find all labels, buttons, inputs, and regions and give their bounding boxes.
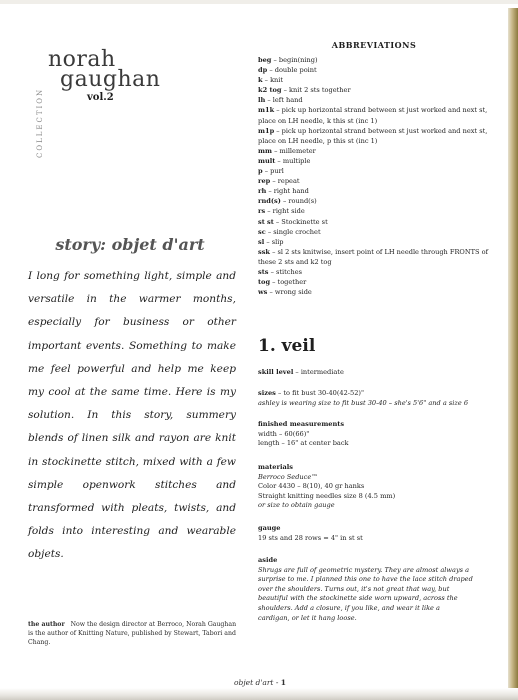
gauge-label: gauge	[258, 524, 281, 532]
pattern-title: 1. veil	[258, 336, 316, 356]
page-bottom-edge	[0, 688, 518, 700]
skill-level-label: skill level	[258, 368, 294, 376]
finished-label: finished measurements	[258, 420, 345, 428]
abbreviation-definition: – single crochet	[265, 227, 321, 236]
skill-level-value: – intermediate	[293, 368, 344, 376]
abbreviation-term: ws	[258, 288, 268, 297]
abbreviation-term: lh	[258, 96, 266, 105]
sizes-note: ashley is wearing size to fit bust 30-40 – she's 5'6" and a size 6	[258, 398, 469, 407]
abbreviation-definition: – left hand	[265, 96, 303, 105]
abbreviation-term: dp	[258, 66, 268, 75]
abbreviation-definition: – right side	[265, 207, 305, 216]
materials-note: or size to obtain gauge	[258, 501, 335, 510]
materials-needles: Straight knitting needles size 8 (4.5 mm)	[258, 491, 396, 500]
abbreviation-item	[258, 206, 490, 216]
abbreviation-item	[258, 105, 490, 125]
abbreviation-item	[258, 277, 490, 287]
abbreviation-term: rep	[258, 177, 271, 186]
page-number: 1	[280, 678, 286, 687]
abbreviation-term: m1k	[258, 106, 275, 115]
abbreviation-item	[258, 166, 490, 176]
materials-color: Color 4430 – 8(10), 40 gr hanks	[258, 482, 365, 491]
materials-block	[258, 463, 473, 511]
aside-block	[258, 556, 473, 623]
abbreviation-term: mult	[258, 156, 276, 165]
abbreviation-term: beg	[258, 56, 272, 64]
abbreviation-term: m1p	[258, 126, 275, 135]
abbreviation-definition: – purl	[262, 167, 284, 176]
abbreviation-definition: – wrong side	[267, 288, 312, 297]
abbreviation-definition: – multiple	[275, 156, 311, 165]
finished-length: length – 16" at center back	[258, 439, 349, 448]
abbreviation-definition: – round(s)	[280, 197, 317, 206]
story-body: I long for something light, simple and versatile in the warmer months, especially for business or other important events. Something to make me feel powerful and help me keep my cool at the same time. Here is my solution. In this story, summery blends of linen silk and rayon are knit in stockinette stitch, mixed with a few simple openwork stitches and transformed with pleats, twists, and folds into interesting and wearable objets.	[28, 270, 236, 561]
sizes-label: sizes	[258, 389, 276, 397]
abbreviation-term: rh	[258, 187, 267, 196]
abbreviation-definition: – pick up horizontal strand between st just worked and next st, place on LH needle, p this st (inc 1)	[258, 126, 488, 145]
gauge-block	[258, 524, 473, 543]
abbreviation-item	[258, 65, 490, 75]
abbreviation-definition: – knit	[262, 76, 284, 85]
abbreviation-definition: – knit 2 sts together	[281, 86, 351, 95]
abbreviation-term: rnd(s)	[258, 197, 281, 206]
gauge-value: 19 sts and 28 rows = 4" in st st	[258, 533, 363, 542]
abbreviation-definition: – millemeter	[271, 146, 316, 155]
book-spine-edge	[508, 8, 518, 690]
abbreviation-item	[258, 287, 490, 297]
abbreviation-item	[258, 227, 490, 237]
abbreviation-term: st st	[258, 217, 274, 226]
abbreviation-definition: – double point	[267, 66, 317, 75]
author-note	[28, 620, 238, 647]
abbreviation-item	[258, 95, 490, 105]
abbreviation-term: k2 tog	[258, 86, 282, 95]
abbreviation-term: sl	[258, 237, 265, 246]
author-label: the author	[28, 621, 65, 628]
sizes-value: – to fit bust 30-40(42-52)"	[275, 389, 365, 397]
abbreviation-term: mm	[258, 146, 272, 155]
abbreviation-term: ssk	[258, 247, 270, 256]
abbreviation-term: tog	[258, 278, 271, 287]
abbreviation-definition: – right hand	[266, 187, 309, 196]
sizes-block	[258, 389, 473, 408]
abbreviation-definition: – Stockinette st	[273, 217, 328, 226]
abbreviation-item	[258, 196, 490, 206]
materials-yarn: Berroco Seduce™	[258, 472, 318, 481]
abbreviation-item	[258, 247, 490, 267]
page-top-edge	[0, 0, 518, 4]
abbreviation-term: p	[258, 167, 263, 176]
abbreviation-item	[258, 126, 490, 146]
brand-logo	[30, 48, 160, 168]
abbreviation-item	[258, 55, 490, 65]
brand-name-first: norah	[48, 47, 116, 72]
abbreviation-definition: – repeat	[270, 177, 300, 186]
finished-width: width – 60(66)"	[258, 429, 310, 438]
abbreviation-item	[258, 176, 490, 186]
abbreviation-definition: – together	[270, 278, 307, 287]
abbreviations-section	[258, 40, 490, 297]
materials-label: materials	[258, 463, 293, 471]
abbreviation-item	[258, 156, 490, 166]
abbreviation-definition: – stitches	[268, 267, 302, 276]
abbreviation-item	[258, 75, 490, 85]
abbreviations-heading: ABBREVIATIONS	[331, 40, 417, 50]
abbreviation-item	[258, 267, 490, 277]
collection-label: COLLECTION	[36, 87, 44, 158]
aside-label: aside	[258, 556, 278, 564]
abbreviation-item	[258, 85, 490, 95]
footer-text: objet d'art -	[234, 678, 281, 687]
abbreviation-item	[258, 146, 490, 156]
abbreviation-definition: – pick up horizontal strand between st just worked and next st, place on LH needle, k this st (inc 1)	[258, 106, 488, 125]
abbreviation-term: k	[258, 76, 263, 85]
story-title: story: objet d'art	[55, 235, 205, 254]
brand-name-last: gaughan	[60, 67, 161, 92]
abbreviation-item	[258, 217, 490, 227]
aside-text: Shrugs are full of geometric mystery. They are almost always a surprise to me. I planned this one to have the lace stitch draped over the shoulders. Turns out, it's not great that way, but beautiful with the stockinette side worn upward, across the shoulders. Add a closure, if you like, and wear it like a cardigan, or let it hang loose.	[258, 565, 473, 622]
abbreviation-term: sc	[258, 227, 266, 236]
abbreviation-term: rs	[258, 207, 266, 216]
abbreviations-list	[258, 55, 490, 297]
abbreviation-item	[258, 186, 490, 196]
volume-label: vol.2	[87, 92, 114, 103]
abbreviation-term: sts	[258, 267, 269, 276]
abbreviation-definition: – slip	[264, 237, 284, 246]
skill-level	[258, 368, 473, 378]
page-footer	[190, 678, 330, 687]
abbreviation-item	[258, 237, 490, 247]
abbreviation-definition: – begin(ning)	[271, 56, 318, 64]
finished-measurements-block	[258, 420, 473, 449]
author-text: Now the design director at Berroco, Norah Gaughan is the author of Knitting Nature, published by Stewart, Tabori and Chang.	[28, 621, 237, 646]
abbreviation-definition: – sl 2 sts knitwise, insert point of LH needle through FRONTS of these 2 sts and k2 tog	[258, 247, 489, 266]
